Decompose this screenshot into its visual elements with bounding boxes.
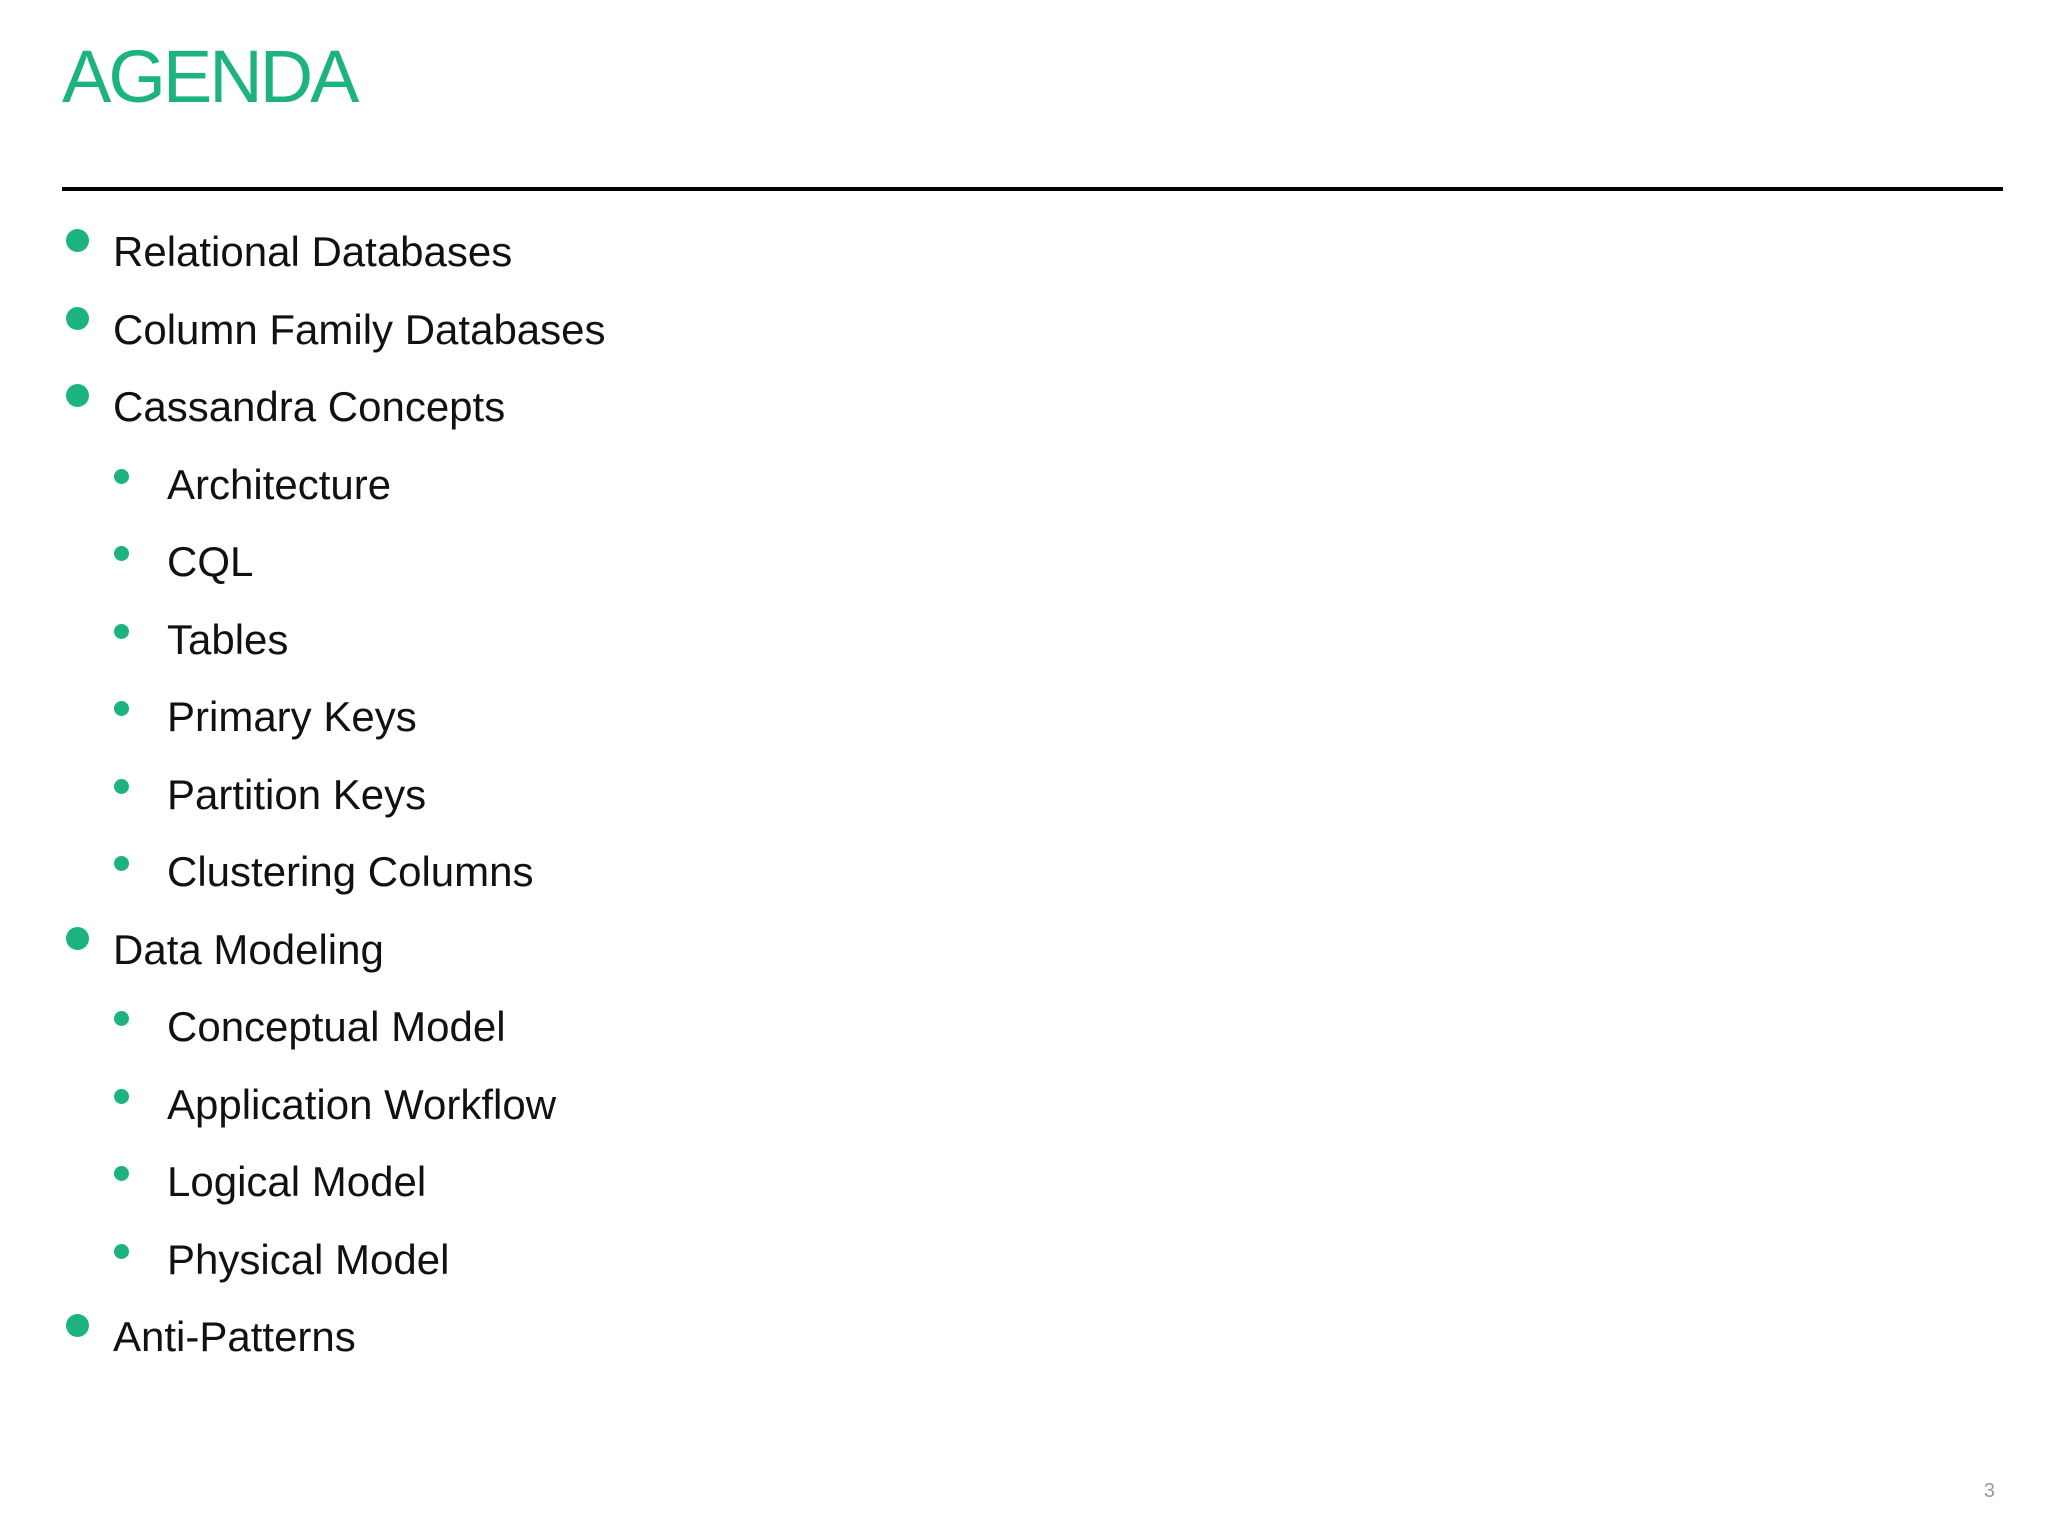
agenda-item-label: Clustering Columns [167,848,534,895]
agenda-subitem-application-workflow [0,1074,1200,1152]
bullet-icon [66,307,89,330]
sub-bullet-icon [114,1244,129,1259]
agenda-item-label: Application Workflow [167,1080,557,1128]
title-divider [62,187,2003,191]
agenda-item-label: Tables [167,615,289,663]
sub-bullet-icon [114,469,129,484]
page-number: 3 [1983,1480,1995,1502]
agenda-item-relational-databases [0,221,1200,299]
agenda-item-label: Cassandra Concepts [113,383,506,430]
agenda-subitem-physical-model [0,1229,1200,1307]
agenda-item-label: Anti-Patterns [113,1313,356,1360]
agenda-item-cassandra-concepts [0,376,1200,454]
agenda-item-label: Logical Model [167,1158,427,1205]
agenda-item-data-modeling [0,919,1200,997]
agenda-item-label: Conceptual Model [167,1003,506,1050]
agenda-subitem-partition-keys [0,764,1200,842]
agenda-subitem-architecture [0,454,1200,532]
agenda-item-label: Column Family Databases [113,305,606,353]
agenda-item-label: Architecture [167,460,392,508]
agenda-item-column-family-databases [0,299,1200,377]
slide-title: AGENDA [62,35,357,118]
agenda-item-label: Primary Keys [167,693,417,740]
agenda-subitem-logical-model [0,1151,1200,1229]
agenda-subitem-tables [0,609,1200,687]
agenda-item-label: Relational Databases [113,228,513,275]
bullet-icon [66,927,89,950]
agenda-item-label: Partition Keys [167,770,427,818]
agenda-subitem-cql [0,531,1200,609]
agenda-subitem-primary-keys [0,686,1200,764]
agenda-item-anti-patterns [0,1306,1200,1384]
agenda-item-label: CQL [167,538,254,585]
sub-bullet-icon [114,779,129,794]
agenda-item-label: Data Modeling [113,925,384,973]
agenda-item-label: Physical Model [167,1235,450,1283]
agenda-subitem-conceptual-model [0,996,1200,1074]
bullet-icon [66,1314,89,1337]
agenda-subitem-clustering-columns [0,841,1200,919]
sub-bullet-icon [114,856,129,871]
sub-bullet-icon [114,1166,129,1181]
sub-bullet-icon [114,1089,129,1104]
bullet-icon [66,229,89,252]
sub-bullet-icon [114,624,129,639]
sub-bullet-icon [114,701,129,716]
sub-bullet-icon [114,1011,129,1026]
bullet-icon [66,384,89,407]
sub-bullet-icon [114,546,129,561]
agenda-list [0,221,1200,1384]
